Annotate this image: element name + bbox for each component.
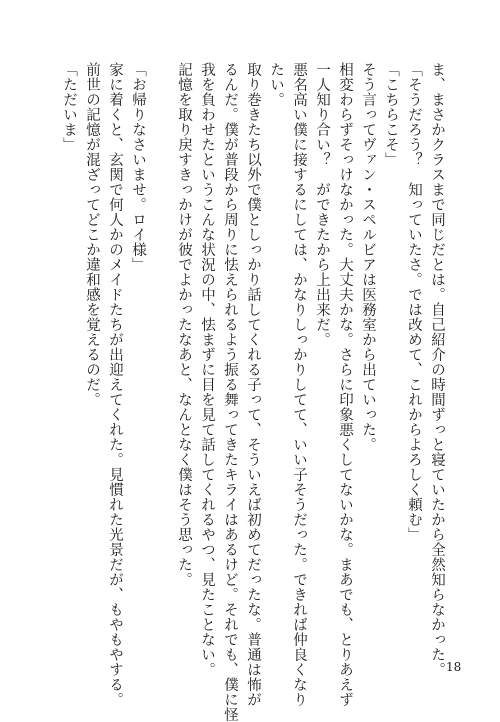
text-line: 一人知り合い？ ができたから上出来だ。	[314, 62, 330, 347]
text-line: 家に着くと、玄関で何人かのメイドたちが出迎えてくれた。見慣れた光景だが、もやもやする。	[107, 62, 123, 707]
text-line: 取り巻きたち以外で僕としっかり話してくれる子って、そういえば初めてだったな。普通は怖が	[245, 62, 261, 707]
text-line: 前世の記憶が混ざってどこか違和感を覚えるのだ。	[84, 62, 100, 407]
text-line: たい。	[268, 62, 284, 107]
text-line: 我を負わせたというこんな状況の中、怯まずに目を見て話してくれるやつ、見たことない。	[199, 62, 215, 677]
text-line: 「そうだろう？ 知っていたさ。では改めて、これからよろしく頼む」	[406, 62, 422, 542]
text-line: 悪名高い僕に接するにしては、かなりしっかりしてて、いい子そうだった。できれば仲良くなり	[291, 62, 307, 707]
text-line: 記憶を取り戻すきっかけが彼でよかったなあと、なんとなく僕はそう思った。	[176, 62, 192, 587]
text-line: るんだ。僕が普段から周りに怯えられるよう振る舞ってきたキライはあるけど。それでも、僕に怪	[222, 62, 238, 722]
text-line: 相変わらずそっけなかった。大丈夫かな。さらに印象悪くしてないかな。まあでも、とりあえず	[337, 62, 353, 707]
scene-break	[149, 62, 172, 622]
text-line: ま、まさかクラスまで同じだとは。自己紹介の時間ずっと寝ていたから全然知らなかった。	[429, 62, 445, 677]
vertical-text-block	[57, 62, 448, 722]
text-line: 「ただいま」	[61, 62, 77, 152]
text-line: そう言ってヴァン・スペルビアは医務室から出ていった。	[360, 62, 376, 452]
text-line: 「お帰りなさいませ。ロイ様」	[130, 62, 146, 272]
text-line: 「こちらこそ」	[383, 62, 399, 167]
page-number: 18	[446, 660, 462, 674]
